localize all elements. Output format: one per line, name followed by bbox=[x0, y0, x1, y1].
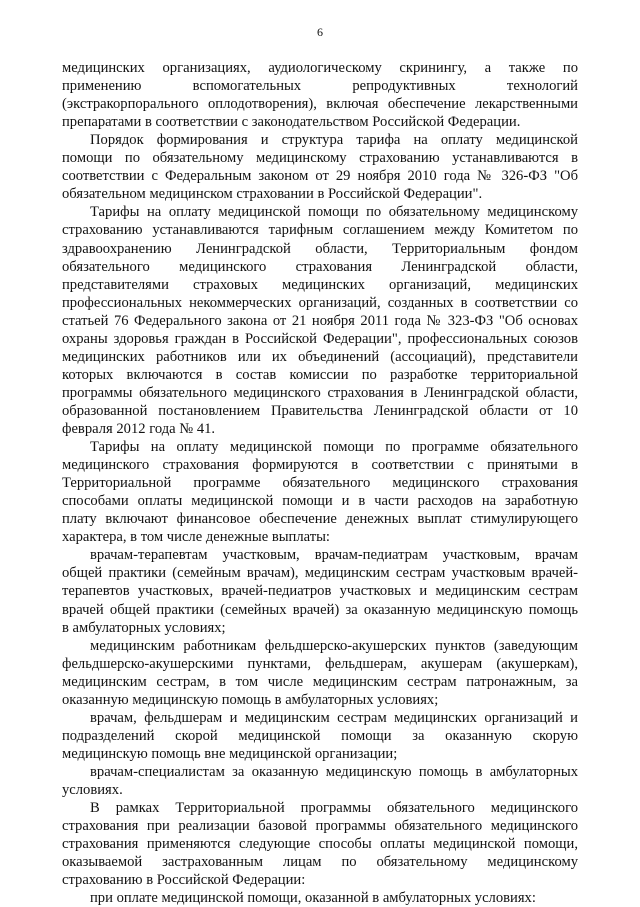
text-line: февраля 2012 года № 41. bbox=[62, 421, 216, 437]
text-line: которых включаются в состав комиссии по разработке территориальной bbox=[62, 366, 578, 383]
text-line: В рамках Территориальной программы обязательного медицинского bbox=[90, 800, 578, 817]
text-line: характера, в том числе денежные выплаты: bbox=[62, 529, 330, 546]
text-line: соответствии с Федеральным законом от 29 ноября 2010 года № 326-ФЗ "Об bbox=[62, 168, 578, 185]
text-line: при оплате медицинской помощи, оказанной в амбулаторных условиях: bbox=[90, 890, 536, 907]
text-line: (экстракорпорального оплодотворения), включая обеспечение лекарственными bbox=[62, 96, 578, 113]
page-number: 6 bbox=[317, 25, 323, 39]
text-line: Тарифы на оплату медицинской помощи по обязательному медицинскому bbox=[90, 204, 578, 221]
text-line: врачам-специалистам за оказанную медицинскую помощь в амбулаторных bbox=[90, 763, 578, 780]
text-line: программы обязательного медицинского страхования в Ленинградской области, bbox=[62, 384, 578, 401]
text-line: обязательном медицинском страховании в Российской Федерации". bbox=[62, 186, 483, 203]
text-line: медицинским работникам фельдшерско-акушерских пунктов (заведующим bbox=[90, 637, 578, 654]
text-line: представителями страховых медицинских организаций, медицинских bbox=[62, 276, 578, 293]
text-line: медицинского страхования формируются в соответствии с принятыми в bbox=[62, 457, 578, 474]
text-line: статьей 76 Федерального закона от 21 ноября 2011 года № 323-ФЗ "Об основах bbox=[62, 312, 578, 329]
text-line: терапевтов участковых, врачей-педиатров участковых и медицинским сестрам bbox=[62, 583, 578, 600]
text-line: образованной постановлением Правительства Ленинградской области от 10 bbox=[62, 402, 578, 419]
text-line: здравоохранению Ленинградской области, Территориальным фондом bbox=[62, 240, 578, 257]
text-line: врачам, фельдшерам и медицинским сестрам медицинских организаций и bbox=[90, 709, 578, 726]
text-line: помощи по обязательному медицинскому страхованию устанавливаются в bbox=[62, 150, 578, 167]
text-line: условиях. bbox=[62, 782, 123, 798]
text-line: в амбулаторных условиях; bbox=[62, 619, 226, 636]
text-line: применению вспомогательных репродуктивных технологий bbox=[62, 78, 578, 95]
text-line: страхованию в Российской Федерации: bbox=[62, 872, 306, 889]
text-line: медицинских организациях, аудиологическому скринингу, а также по bbox=[62, 60, 578, 76]
text-line: врачам-терапевтам участковым, врачам-педиатрам участковым, врачам bbox=[90, 547, 578, 564]
text-line: оказываемой застрахованным лицам по обязательному медицинскому bbox=[62, 854, 578, 871]
text-line: Порядок формирования и структура тарифа на оплату медицинской bbox=[90, 132, 578, 149]
text-line: фельдшерско-акушерскими пунктами, фельдшерам, акушерам (акушеркам), bbox=[62, 655, 578, 672]
text-line: оказанную медицинскую помощь в амбулаторных условиях; bbox=[62, 691, 439, 708]
text-line: охраны здоровья граждан в Российской Федерации", профессиональных союзов bbox=[62, 330, 578, 347]
text-line: препаратами в соответствии с законодательством Российской Федерации. bbox=[62, 114, 521, 131]
text-line: медицинских работников или их объединений (ассоциаций), представители bbox=[62, 348, 578, 365]
text-line: Тарифы на оплату медицинской помощи по программе обязательного bbox=[90, 439, 578, 456]
text-line: плату включают финансовое обеспечение денежных выплат стимулирующего bbox=[62, 511, 578, 528]
text-line: медицинскую помощь вне медицинской организации; bbox=[62, 745, 398, 762]
text-line: общей практики (семейным врачам), медицинским сестрам участковым врачей- bbox=[62, 565, 578, 582]
text-line: обязательного медицинского страхования Ленинградской области, bbox=[62, 258, 578, 275]
text-line: страхования применяются следующие способы оплаты медицинской помощи, bbox=[62, 836, 578, 853]
text-line: страхованию устанавливаются тарифным соглашением между Комитетом по bbox=[62, 222, 578, 239]
text-line: страхования при реализации базовой программы обязательного медицинского bbox=[62, 818, 578, 835]
text-line: медицинским сестрам, в том числе медицинским сестрам патронажным, за bbox=[62, 673, 578, 690]
text-line: профессиональных некоммерческих организаций, созданных в соответствии со bbox=[62, 294, 578, 311]
text-line: врачей общей практики (семейных врачей) за оказанную медицинскую помощь bbox=[62, 601, 578, 618]
text-line: Территориальной программе обязательного медицинского страхования bbox=[62, 475, 578, 492]
text-line: способами оплаты медицинской помощи и в части расходов на заработную bbox=[62, 493, 578, 510]
text-line: подразделений скорой медицинской помощи за оказанную скорую bbox=[62, 727, 578, 744]
